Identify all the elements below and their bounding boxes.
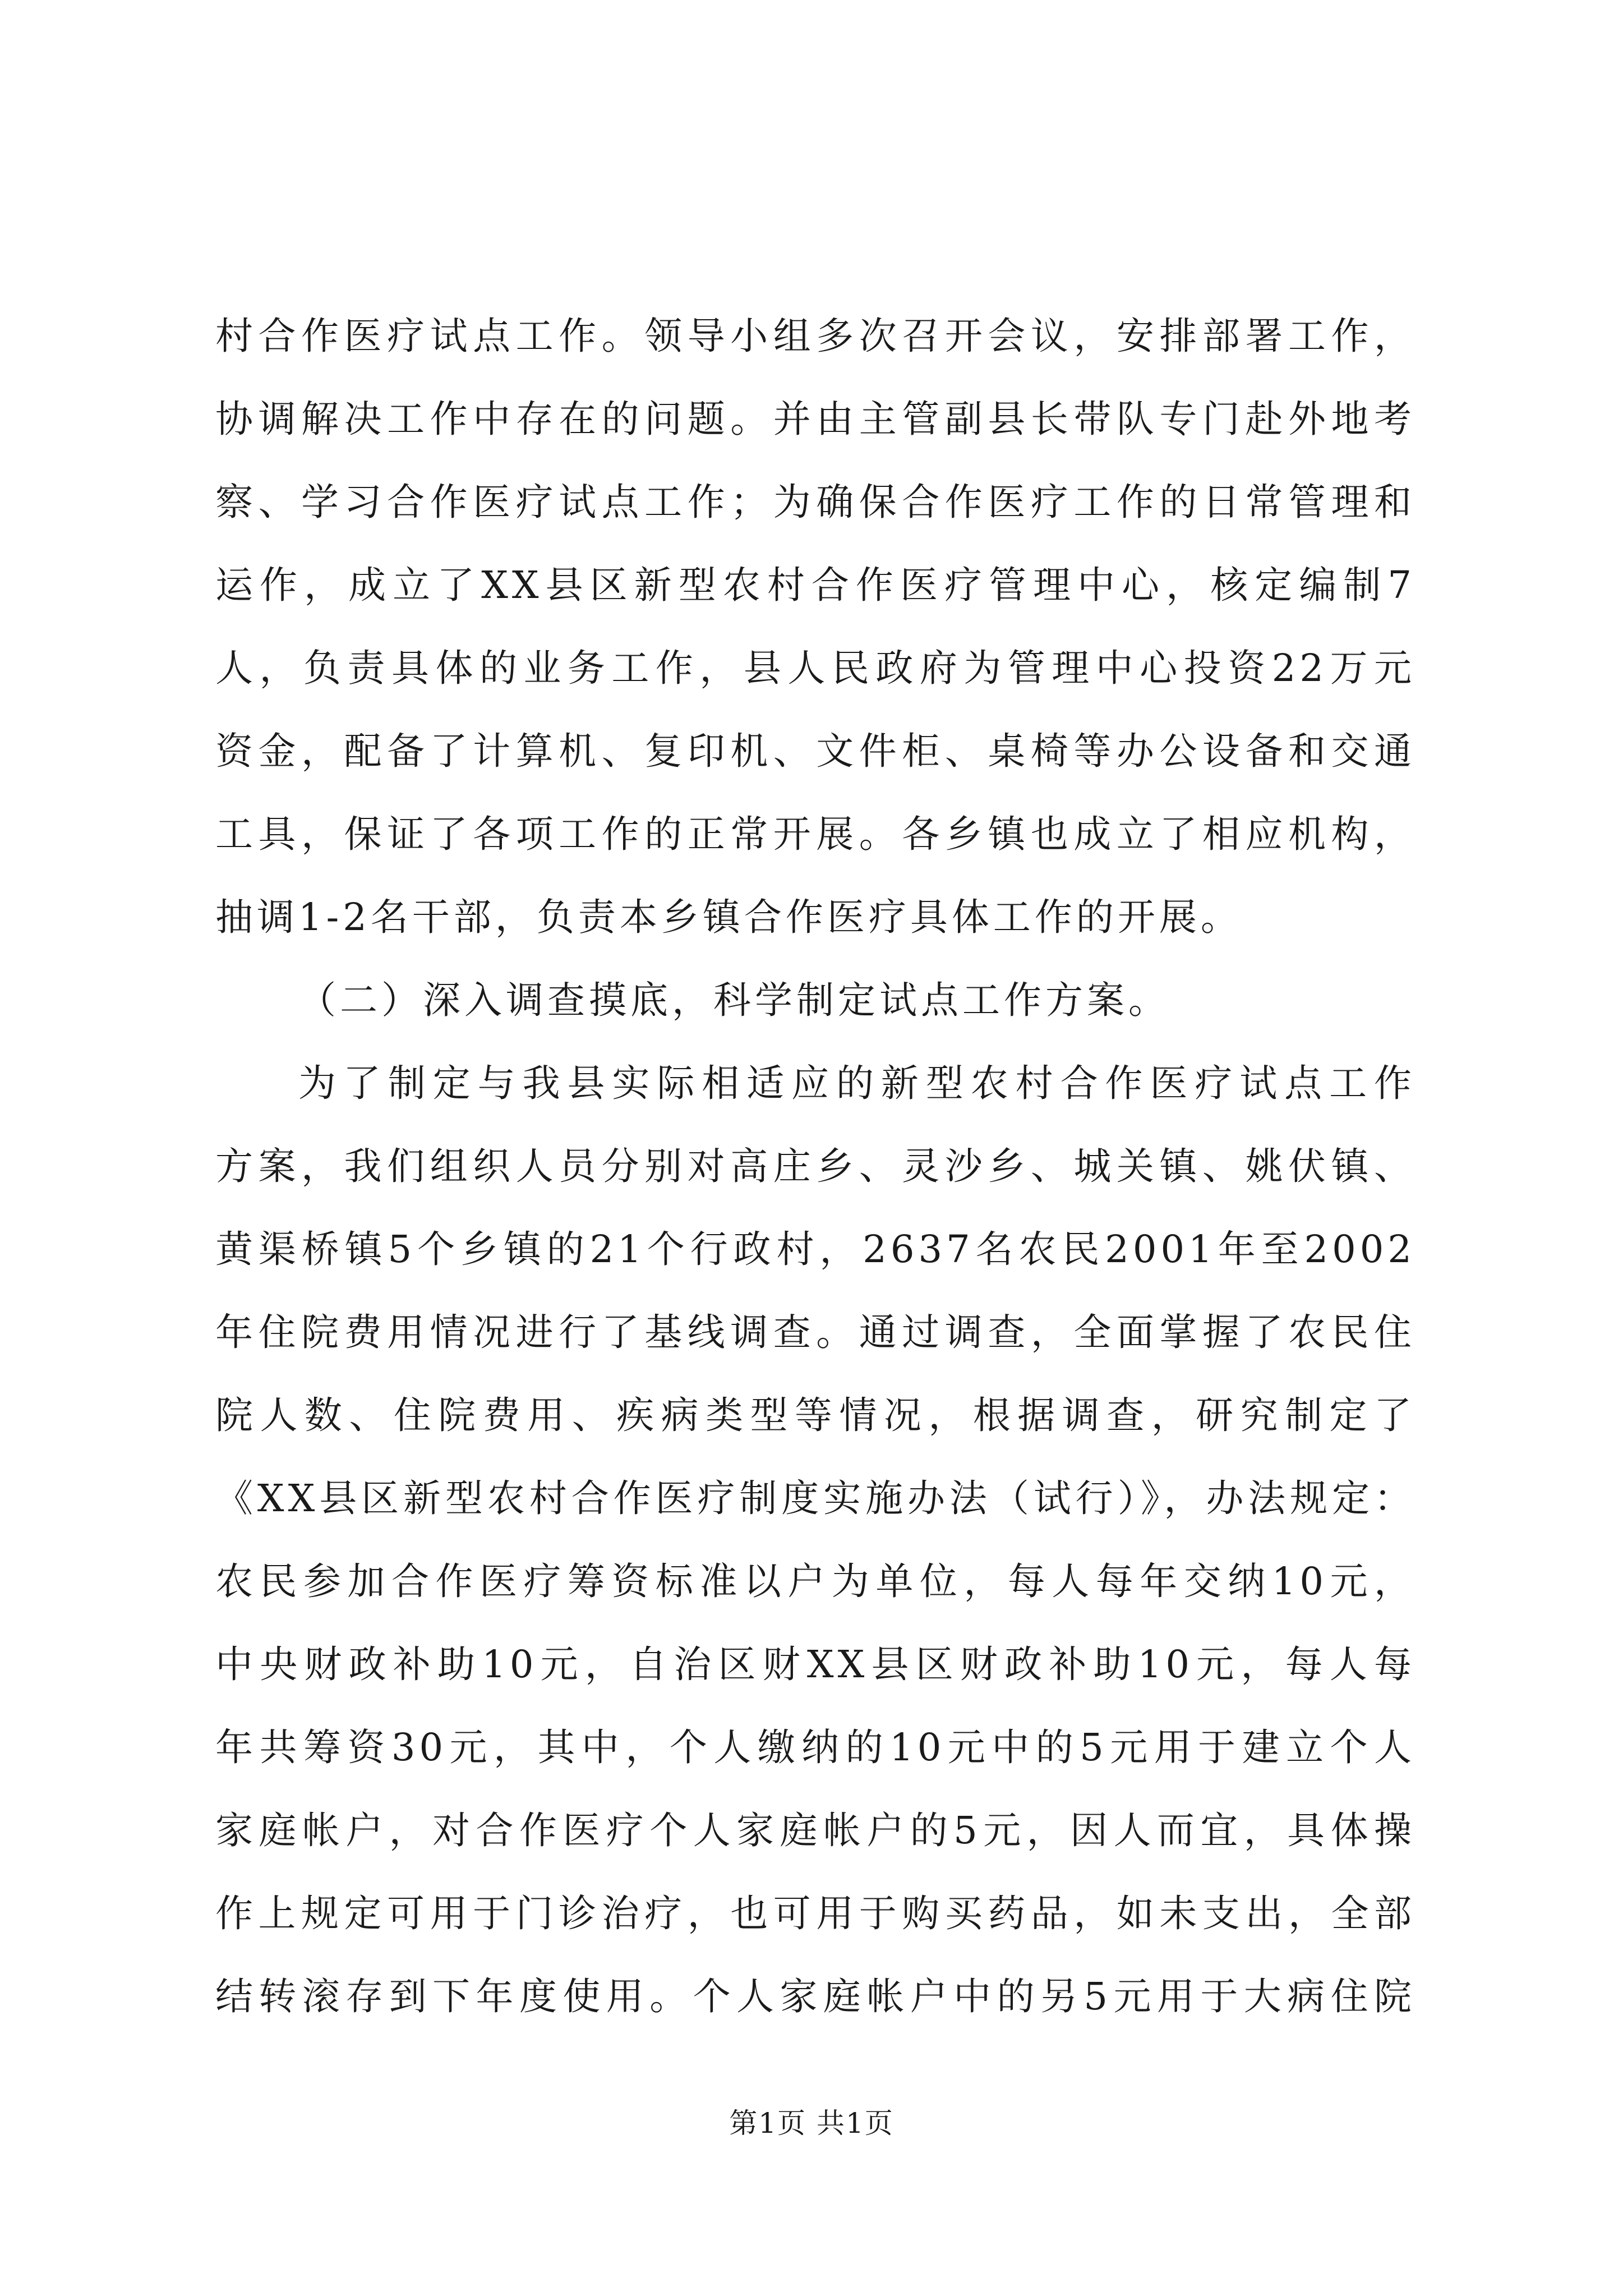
paragraph-line: 运作，成立了XX县区新型农村合作医疗管理中心，核定编制7 <box>215 563 1415 607</box>
page-footer <box>0 2101 1623 2141</box>
paragraph-line: 农民参加合作医疗筹资标准以户为单位，每人每年交纳10元， <box>215 1559 1415 1603</box>
paragraph-line: 年住院费用情况进行了基线调查。通过调查，全面掌握了农民住 <box>215 1310 1415 1354</box>
paragraph-line: 村合作医疗试点工作。领导小组多次召开会议，安排部署工作， <box>215 314 1415 358</box>
section-heading: （二）深入调查摸底，科学制定试点工作方案。 <box>298 978 1170 1022</box>
paragraph-line: 结转滚存到下年度使用。个人家庭帐户中的另5元用于大病住院 <box>215 1975 1415 2018</box>
paragraph-line: 协调解决工作中存在的问题。并由主管副县长带队专门赴外地考 <box>215 397 1415 441</box>
document-body <box>215 295 1415 2038</box>
paragraph-line: 黄渠桥镇5个乡镇的21个行政村，2637名农民2001年至2002 <box>215 1227 1415 1271</box>
paragraph-line: 察、学习合作医疗试点工作；为确保合作医疗工作的日常管理和 <box>215 480 1415 524</box>
paragraph-line: 年共筹资30元，其中，个人缴纳的10元中的5元用于建立个人 <box>215 1726 1415 1769</box>
paragraph-line: 家庭帐户，对合作医疗个人家庭帐户的5元，因人而宜，具体操 <box>215 1809 1415 1852</box>
paragraph-line: 工具，保证了各项工作的正常开展。各乡镇也成立了相应机构， <box>215 812 1415 856</box>
paragraph-line: 资金，配备了计算机、复印机、文件柜、桌椅等办公设备和交通 <box>215 729 1415 773</box>
paragraph-line: 《XX县区新型农村合作医疗制度实施办法（试行）》，办法规定： <box>215 1476 1415 1520</box>
paragraph-line: 人，负责具体的业务工作，县人民政府为管理中心投资22万元 <box>215 646 1415 690</box>
paragraph-line: 作上规定可用于门诊治疗，也可用于购买药品，如未支出，全部 <box>215 1892 1415 1935</box>
page-number-label: 第1页 共1页 <box>729 2107 894 2139</box>
paragraph-line: 院人数、住院费用、疾病类型等情况，根据调查，研究制定了 <box>215 1393 1415 1437</box>
paragraph-line: 中央财政补助10元，自治区财XX县区财政补助10元，每人每 <box>215 1642 1415 1686</box>
paragraph-line: 抽调1-2名干部，负责本乡镇合作医疗具体工作的开展。 <box>215 895 1242 939</box>
paragraph-line: 为了制定与我县实际相适应的新型农村合作医疗试点工作 <box>298 1061 1415 1105</box>
paragraph-line: 方案，我们组织人员分别对高庄乡、灵沙乡、城关镇、姚伏镇、 <box>215 1144 1415 1188</box>
